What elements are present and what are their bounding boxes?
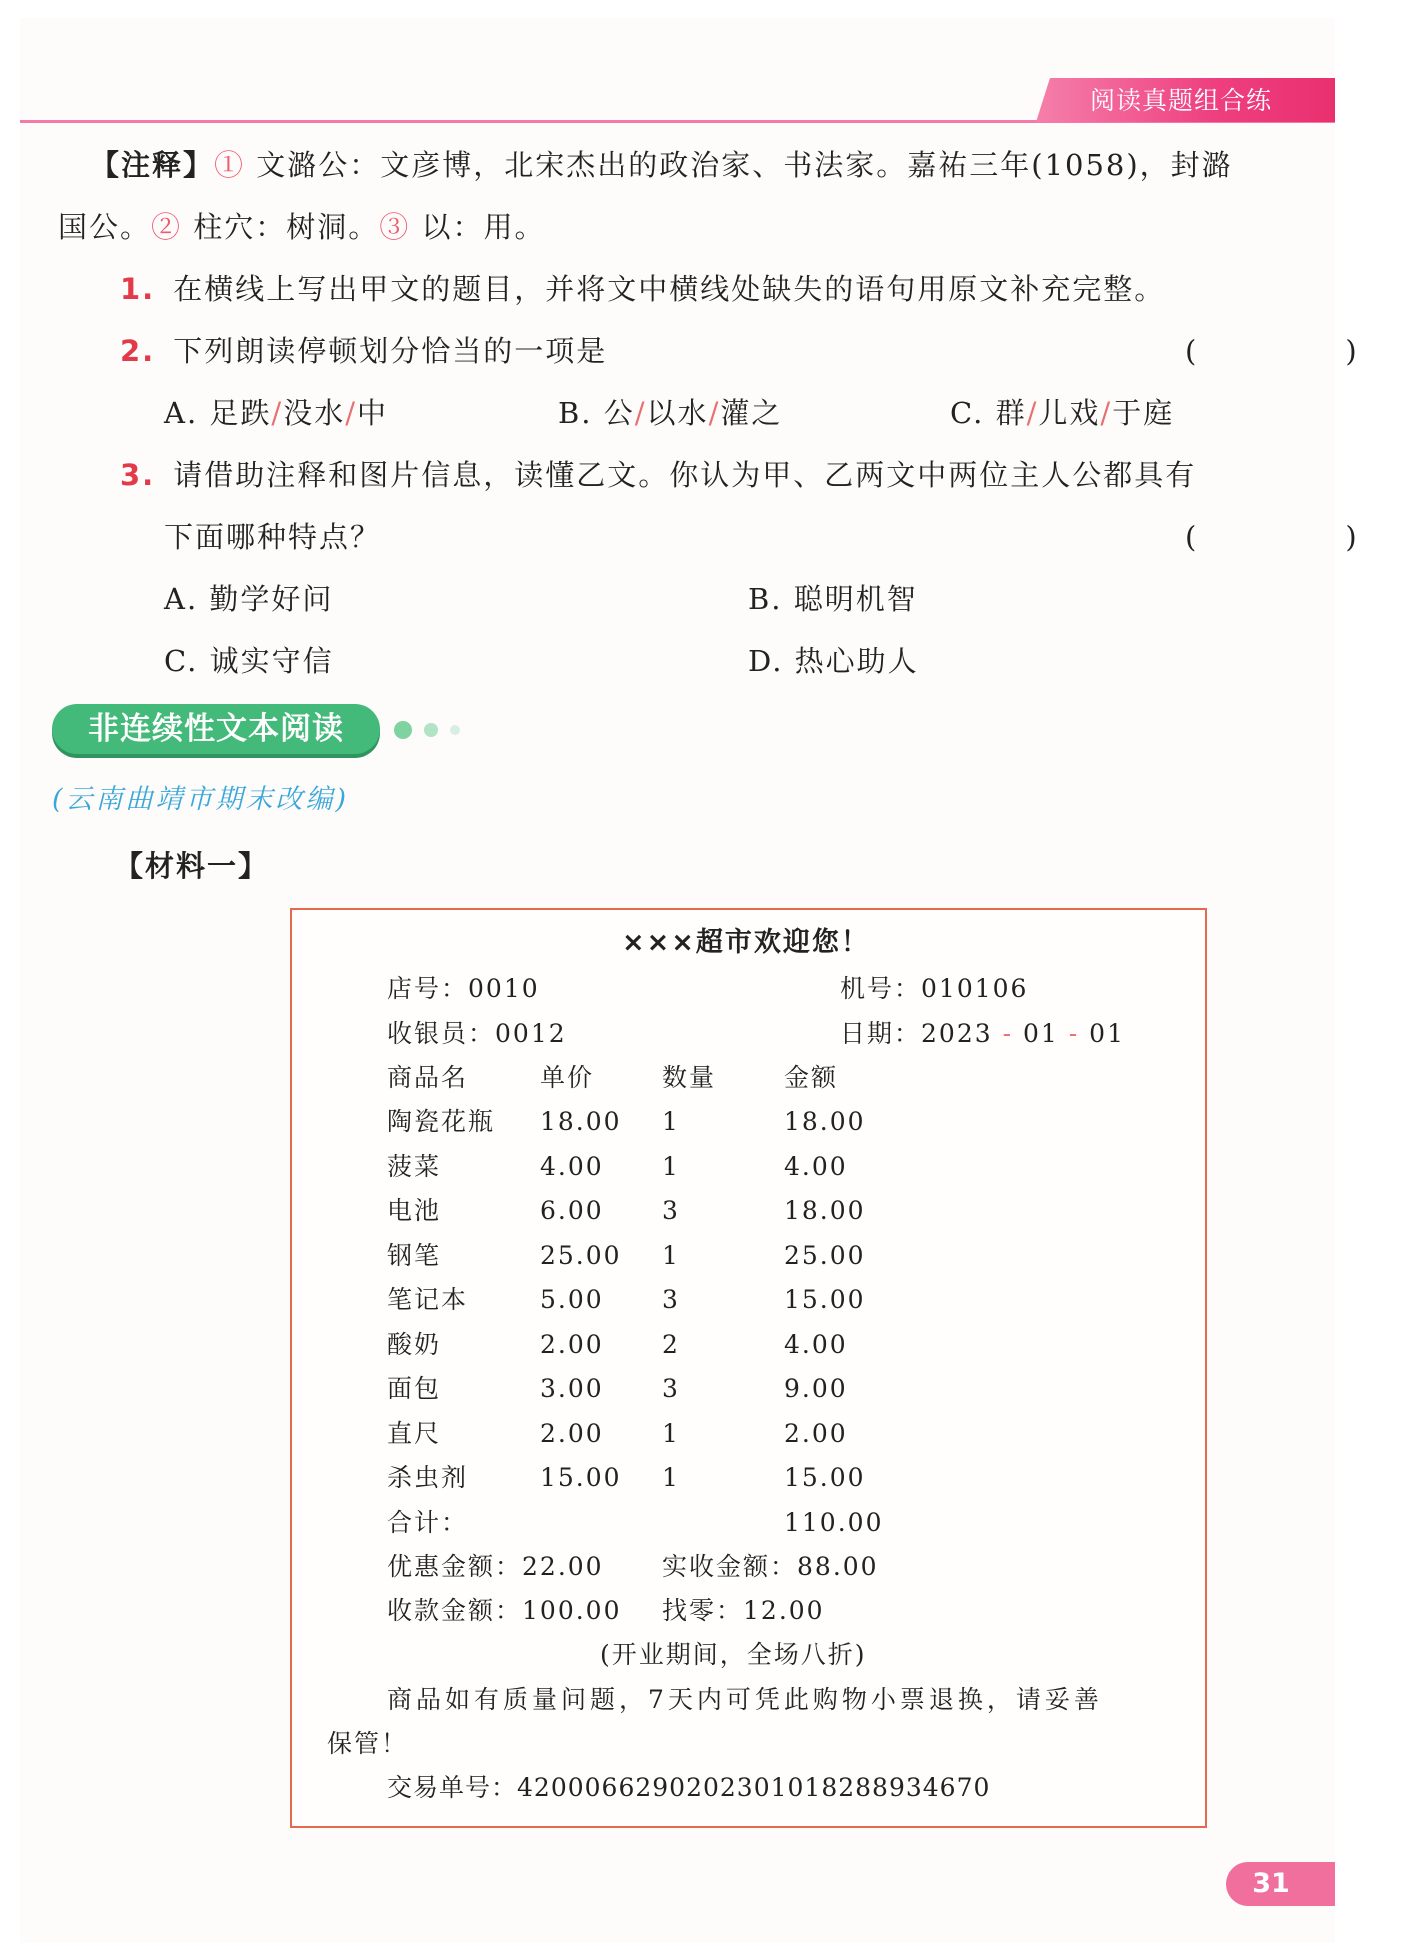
item-name: 钢笔: [387, 1240, 442, 1270]
question-2-option-c: [950, 393, 1174, 433]
date-day: 01: [1089, 1019, 1125, 1048]
note-text-3: 以：用。: [410, 210, 546, 244]
receipt-label: 收银员：: [387, 1019, 496, 1048]
question-2-option-a: [164, 393, 388, 433]
item-qty: 1: [662, 1151, 680, 1181]
item-amount: 25.00: [784, 1240, 866, 1270]
pause-slash: /: [1026, 396, 1039, 430]
pause-slash: /: [634, 396, 647, 430]
question-1-number: 1.: [120, 272, 156, 306]
receipt-label: 收款金额：: [387, 1596, 523, 1625]
item-qty: 1: [662, 1463, 680, 1492]
notes-line-2: [58, 207, 545, 247]
receipt-value: 100.00: [522, 1596, 622, 1625]
item-name: 直尺: [387, 1418, 442, 1448]
question-3-option-b: [748, 579, 918, 619]
item-price: 18.00: [540, 1107, 622, 1136]
date-year: 2023: [921, 1019, 993, 1048]
receipt-value: 0012: [495, 1019, 567, 1048]
item-name: 菠菜: [387, 1151, 442, 1181]
note-text-2: 柱穴：树洞。: [182, 210, 380, 244]
receipt-label: 店号：: [387, 974, 469, 1003]
receipt-transaction: [387, 1771, 990, 1805]
pause-slash: /: [345, 396, 357, 430]
option-text: 聪明机智: [793, 582, 918, 616]
receipt-promo: (开业期间，全场八折): [600, 1640, 867, 1669]
item-qty: 3: [662, 1196, 680, 1225]
option-letter: D.: [748, 644, 784, 678]
option-part: 中: [356, 396, 388, 430]
note-mark-3: ③: [379, 210, 411, 244]
option-part: 以水: [646, 396, 709, 430]
receipt-store: [387, 972, 540, 1006]
item-price: 6.00: [540, 1196, 604, 1225]
question-3-option-d: [748, 641, 919, 681]
option-part: 群: [995, 396, 1027, 430]
item-qty: 1: [662, 1240, 680, 1270]
item-amount: 2.00: [784, 1418, 848, 1448]
option-letter: A.: [164, 396, 199, 430]
item-qty: 3: [662, 1285, 680, 1314]
notes-line-1: [90, 145, 1233, 185]
item-price: 15.00: [540, 1463, 622, 1492]
item-amount: 18.00: [784, 1107, 866, 1136]
item-price: 3.00: [540, 1374, 604, 1403]
item-name: 笔记本: [387, 1285, 469, 1314]
banner-dot-icon: [424, 723, 438, 737]
item-name: 电池: [387, 1196, 442, 1225]
option-part: 公: [603, 396, 635, 430]
item-qty: 2: [662, 1329, 680, 1359]
note-mark-2: ②: [151, 210, 183, 244]
page-number: 31: [1252, 1868, 1290, 1899]
source-note: (云南曲靖市期末改编): [52, 784, 350, 815]
item-amount: 4.00: [784, 1151, 848, 1181]
note-text-1: 文潞公：文彦博，北宋杰出的政治家、书法家。嘉祐三年(1058)，封潞: [245, 148, 1233, 182]
item-amount: 15.00: [784, 1285, 866, 1314]
option-text: 热心助人: [794, 644, 919, 678]
notes-label: 【注释】: [90, 148, 215, 182]
column-header-qty: 数量: [662, 1063, 717, 1092]
section-title: 非连续性文本阅读: [88, 711, 344, 747]
receipt-received: [662, 1550, 879, 1584]
banner-dot-icon: [450, 725, 460, 735]
question-3-option-a: [164, 579, 333, 619]
column-header-amount: 金额: [784, 1063, 839, 1092]
option-text: 诚实守信: [209, 644, 334, 678]
receipt-value: 010106: [921, 974, 1029, 1003]
receipt-notice-cont: 保管！: [327, 1729, 409, 1758]
option-letter: B.: [558, 396, 593, 430]
receipt: [290, 908, 1207, 1828]
question-3: [120, 455, 1196, 495]
receipt-title: ×××超市欢迎您！: [622, 927, 870, 958]
item-amount: 18.00: [784, 1196, 866, 1225]
item-amount: 9.00: [784, 1374, 848, 1403]
question-2-number: 2.: [120, 334, 156, 368]
option-part: 灌之: [720, 396, 783, 430]
receipt-label: 交易单号：: [387, 1773, 518, 1802]
receipt-date: [840, 1017, 1125, 1051]
item-name: 陶瓷花瓶: [387, 1107, 496, 1136]
receipt-label: 日期：: [840, 1019, 922, 1048]
question-3-text: 请借助注释和图片信息，读懂乙文。你认为甲、乙两文中两位主人公都具有: [173, 458, 1197, 492]
item-price: 5.00: [540, 1285, 604, 1314]
item-price: 4.00: [540, 1151, 604, 1181]
banner-dot-icon: [394, 721, 412, 739]
receipt-label: 优惠金额：: [387, 1552, 523, 1581]
pause-slash: /: [708, 396, 721, 430]
receipt-value: 88.00: [797, 1552, 879, 1581]
item-qty: 1: [662, 1418, 680, 1448]
item-name: 杀虫剂: [387, 1463, 469, 1492]
item-qty: 1: [662, 1107, 680, 1136]
date-separator: -: [1002, 1019, 1014, 1048]
receipt-label: 机号：: [840, 974, 922, 1003]
item-name: 面包: [387, 1374, 442, 1403]
receipt-total-label: 合计：: [387, 1508, 469, 1537]
option-letter: C.: [950, 396, 985, 430]
date-month: 01: [1023, 1019, 1059, 1048]
receipt-change: [662, 1594, 825, 1628]
receipt-paid: [387, 1594, 622, 1628]
receipt-value: 0010: [468, 974, 540, 1003]
receipt-cashier: [387, 1017, 567, 1051]
item-price: 2.00: [540, 1329, 604, 1359]
date-separator: -: [1068, 1019, 1080, 1048]
question-3-text-cont: 下面哪种特点？: [164, 520, 382, 554]
item-qty: 3: [662, 1374, 680, 1403]
item-price: 2.00: [540, 1418, 604, 1448]
column-header-price: 单价: [540, 1063, 595, 1092]
pause-slash: /: [271, 396, 284, 430]
item-name: 酸奶: [387, 1329, 442, 1359]
question-2-text: 下列朗读停顿划分恰当的一项是: [173, 334, 608, 368]
receipt-label: 实收金额：: [662, 1552, 798, 1581]
header-tab-label: 阅读真题组合练: [1090, 86, 1273, 115]
question-1-text: 在横线上写出甲文的题目，并将文中横线处缺失的语句用原文补充完整。: [173, 272, 1166, 306]
option-letter: A.: [164, 582, 199, 616]
question-3-option-c: [164, 641, 334, 681]
receipt-discount: [387, 1550, 604, 1584]
receipt-value: 22.00: [522, 1552, 604, 1581]
question-2-option-b: [558, 393, 782, 433]
note-mark-1: ①: [214, 148, 246, 182]
item-amount: 4.00: [784, 1329, 848, 1359]
note-text-1-cont: 国公。: [58, 210, 152, 244]
question-3-answer-paren: ( ): [1185, 520, 1417, 554]
option-part: 儿戏: [1038, 396, 1101, 430]
receipt-value: 12.00: [743, 1596, 825, 1625]
pause-slash: /: [1100, 396, 1113, 430]
option-part: 足跌: [209, 396, 272, 430]
question-2-answer-paren: ( ): [1185, 334, 1417, 368]
receipt-value: 420006629020230101828893467​0: [517, 1773, 991, 1802]
option-text: 勤学好问: [209, 582, 334, 616]
receipt-notice: 商品如有质量问题，7天内可凭此购物小票退换，请妥善: [387, 1685, 1103, 1714]
option-part: 于庭: [1112, 396, 1175, 430]
material-label: 【材料一】: [114, 849, 270, 883]
question-1: [120, 269, 1165, 309]
receipt-label: 找零：: [662, 1596, 744, 1625]
question-3-number: 3.: [120, 458, 156, 492]
column-header-name: 商品名: [387, 1063, 469, 1092]
item-amount: 15.00: [784, 1463, 866, 1492]
receipt-machine: [840, 972, 1028, 1006]
option-part: 没水: [283, 396, 346, 430]
item-price: 25.00: [540, 1240, 622, 1270]
option-letter: B.: [748, 582, 783, 616]
question-2: [120, 331, 607, 371]
receipt-total: 110.00: [784, 1508, 884, 1537]
option-letter: C.: [164, 644, 199, 678]
